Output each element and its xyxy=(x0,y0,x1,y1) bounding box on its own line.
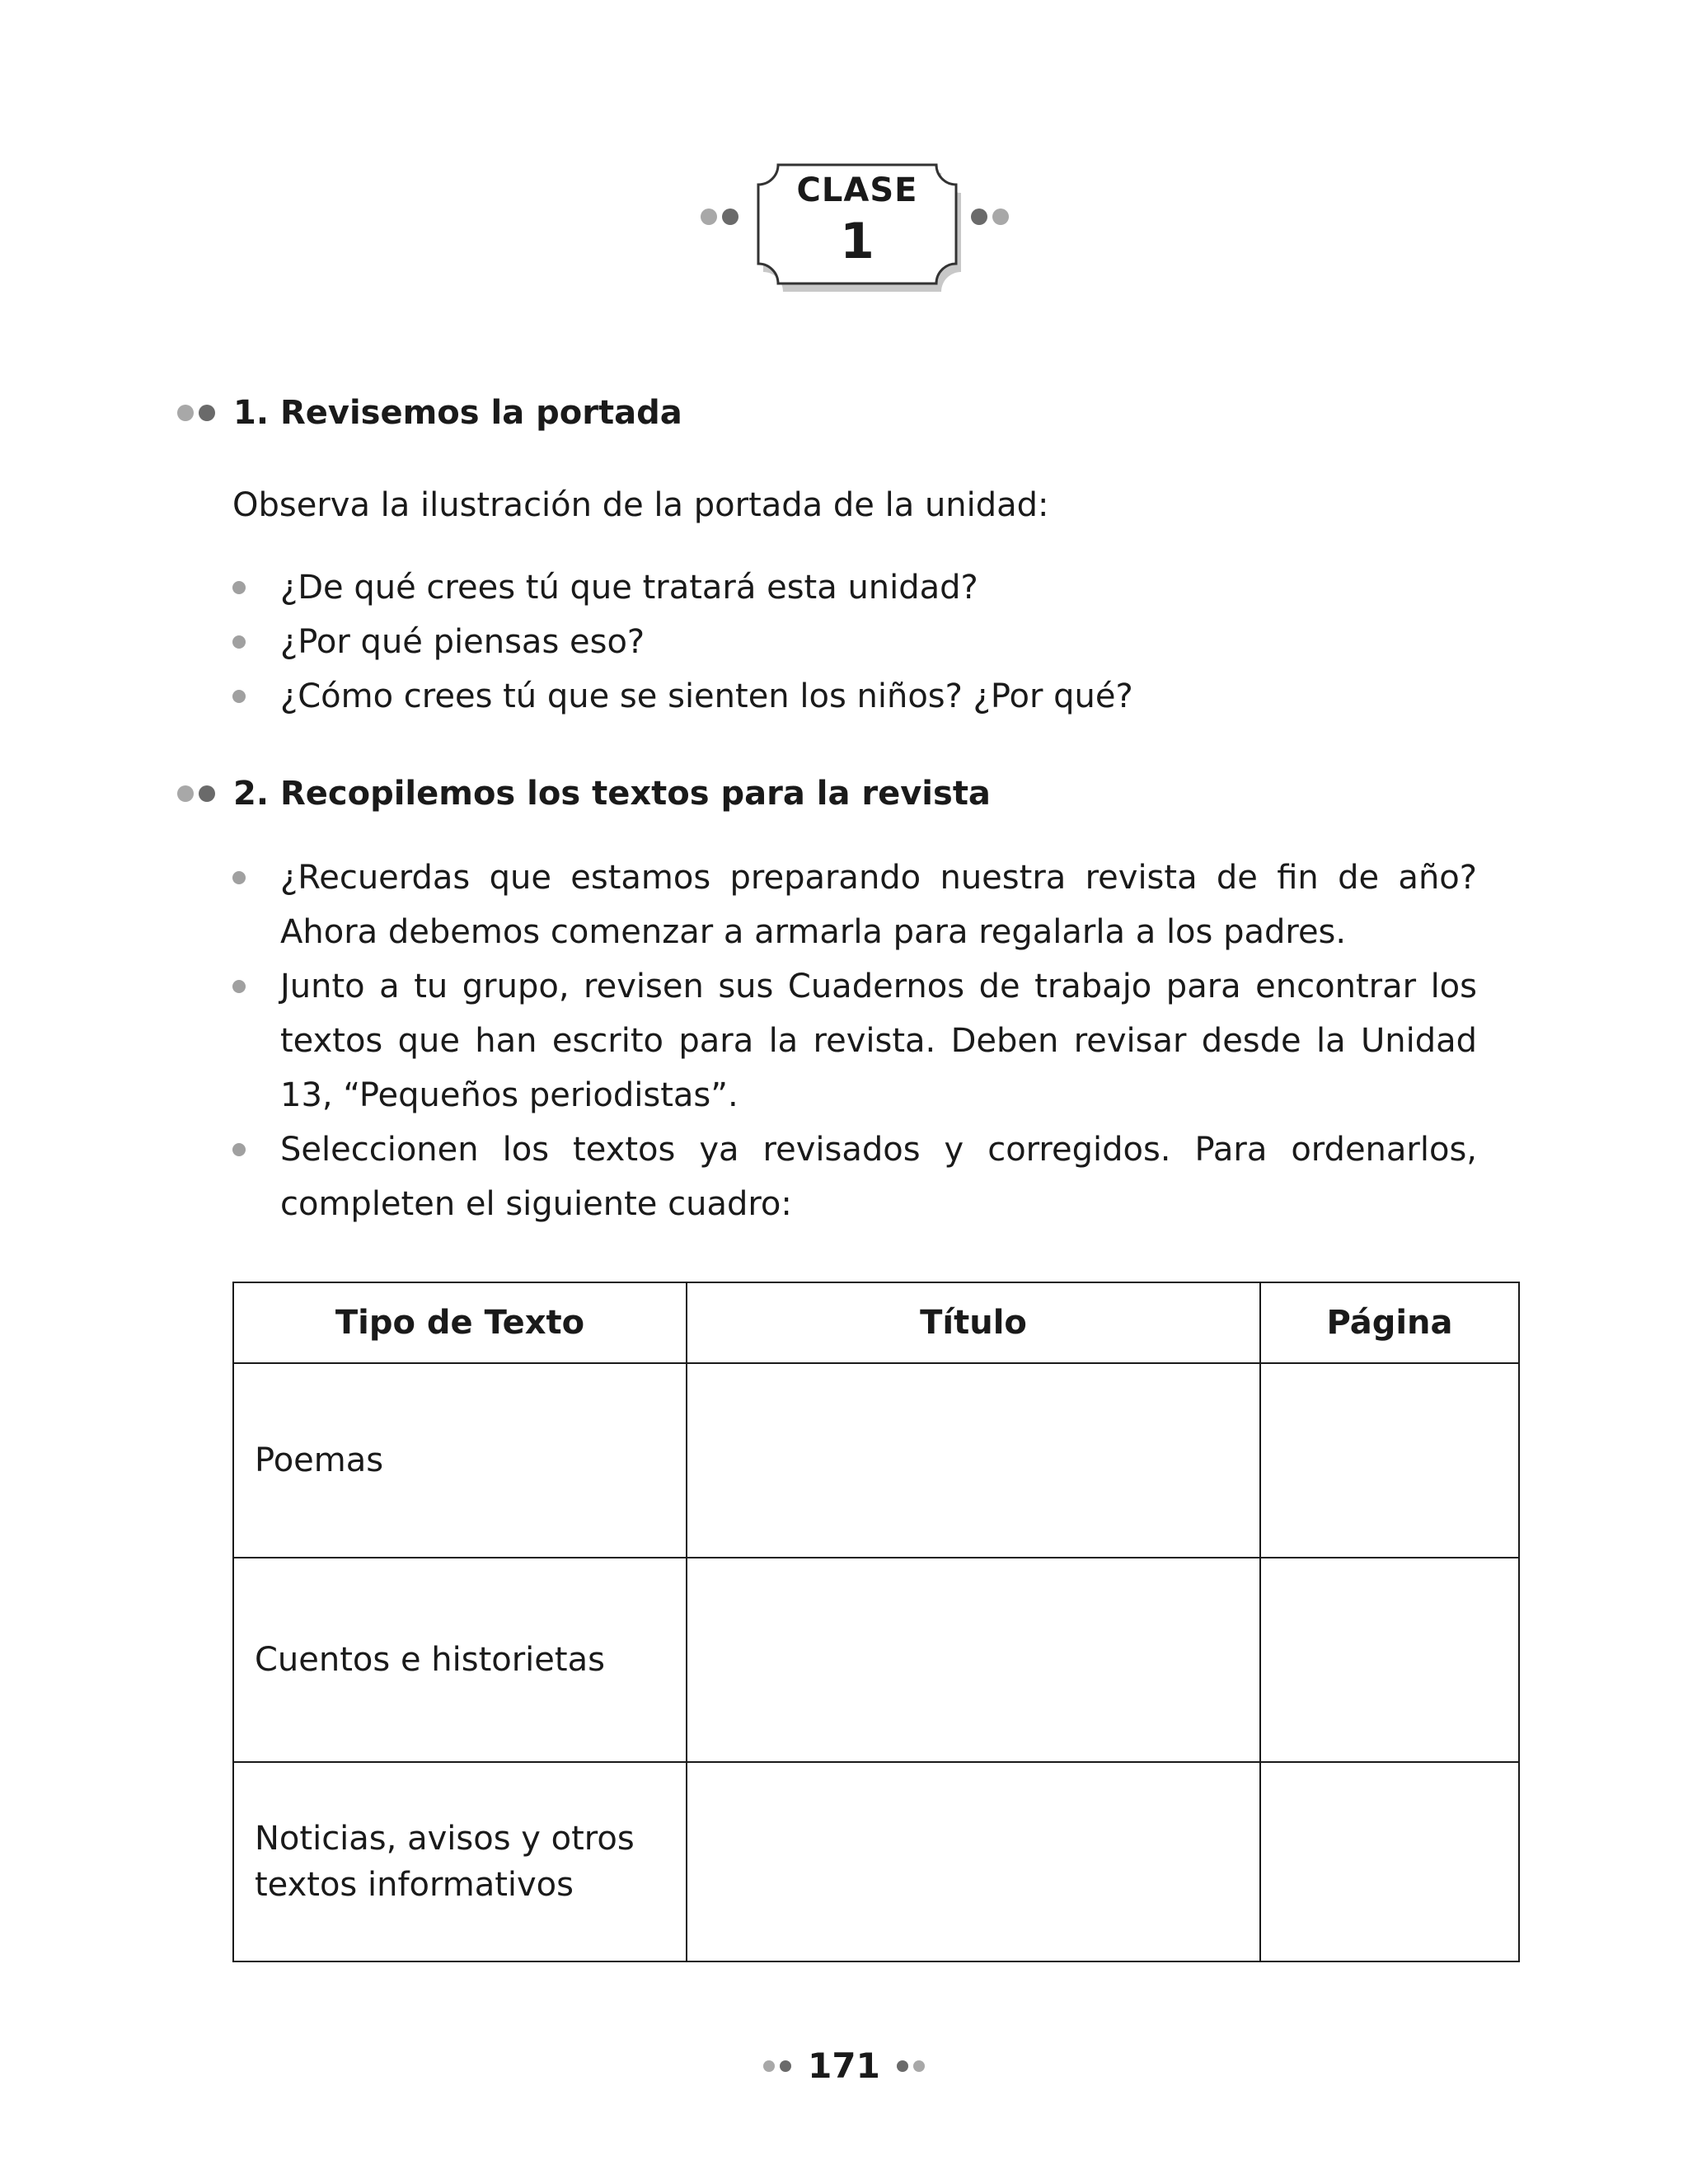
heading-dots-icon xyxy=(177,405,220,422)
texts-table xyxy=(232,1282,1520,1962)
bullet-icon xyxy=(232,980,246,993)
list-item: ¿De qué crees tú que tratará esta unidad? xyxy=(232,560,1477,615)
decorative-dots-left xyxy=(701,208,743,225)
cell-tipo: Noticias, avisos y otros textos informativos xyxy=(233,1762,687,1961)
section-2-heading xyxy=(177,775,991,813)
cell-pagina[interactable] xyxy=(1260,1363,1519,1558)
cell-pagina[interactable] xyxy=(1260,1762,1519,1961)
section-1-question-list xyxy=(232,560,1477,724)
list-item: Junto a tu grupo, revisen sus Cuadernos de trabajo para encontrar los textos que han escrito para la revista. Deben revisar desde la Unidad 13, “Pequeños periodistas”. xyxy=(232,959,1477,1122)
cell-tipo: Poemas xyxy=(233,1363,687,1558)
clase-badge xyxy=(701,157,1014,313)
list-item: ¿Cómo crees tú que se sienten los niños? ¿Por qué? xyxy=(232,669,1477,724)
cell-titulo[interactable] xyxy=(687,1363,1260,1558)
list-item: ¿Por qué piensas eso? xyxy=(232,615,1477,669)
section-2-instruction-list xyxy=(232,851,1477,1231)
list-item: Seleccionen los textos ya revisados y corregidos. Para ordenarlos, completen el siguiente cuadro: xyxy=(232,1122,1477,1231)
decorative-dots-right xyxy=(971,208,1014,225)
list-item: ¿Recuerdas que estamos preparando nuestra revista de fin de año? Ahora debemos comenzar a armarla para regalarla a los padres. xyxy=(232,851,1477,959)
cell-titulo[interactable] xyxy=(687,1762,1260,1961)
section-1-heading xyxy=(177,394,682,432)
cell-titulo[interactable] xyxy=(687,1558,1260,1762)
heading-dots-icon xyxy=(177,785,220,803)
clase-title: CLASE xyxy=(796,171,918,209)
clase-number: 1 xyxy=(840,213,874,270)
table-row xyxy=(233,1558,1519,1762)
cell-tipo: Cuentos e historietas xyxy=(233,1558,687,1762)
table-row xyxy=(233,1762,1519,1961)
header-tipo: Tipo de Texto xyxy=(233,1282,687,1363)
bullet-icon xyxy=(232,871,246,884)
footer-dots-left-icon xyxy=(761,2057,794,2073)
bullet-icon xyxy=(232,581,246,594)
page-footer xyxy=(0,2046,1688,2086)
bullet-icon xyxy=(232,690,246,703)
bullet-icon xyxy=(232,635,246,649)
table-row xyxy=(233,1363,1519,1558)
cell-pagina[interactable] xyxy=(1260,1558,1519,1762)
page-number: 171 xyxy=(808,2046,880,2086)
table-header-row xyxy=(233,1282,1519,1363)
section-1-intro: Observa la ilustración de la portada de la unidad: xyxy=(232,486,1049,524)
bullet-icon xyxy=(232,1143,246,1156)
header-pagina: Página xyxy=(1260,1282,1519,1363)
section-1-title: 1. Revisemos la portada xyxy=(233,394,682,432)
section-2-title: 2. Recopilemos los textos para la revista xyxy=(233,775,991,813)
footer-dots-right-icon xyxy=(894,2057,927,2073)
header-titulo: Título xyxy=(687,1282,1260,1363)
